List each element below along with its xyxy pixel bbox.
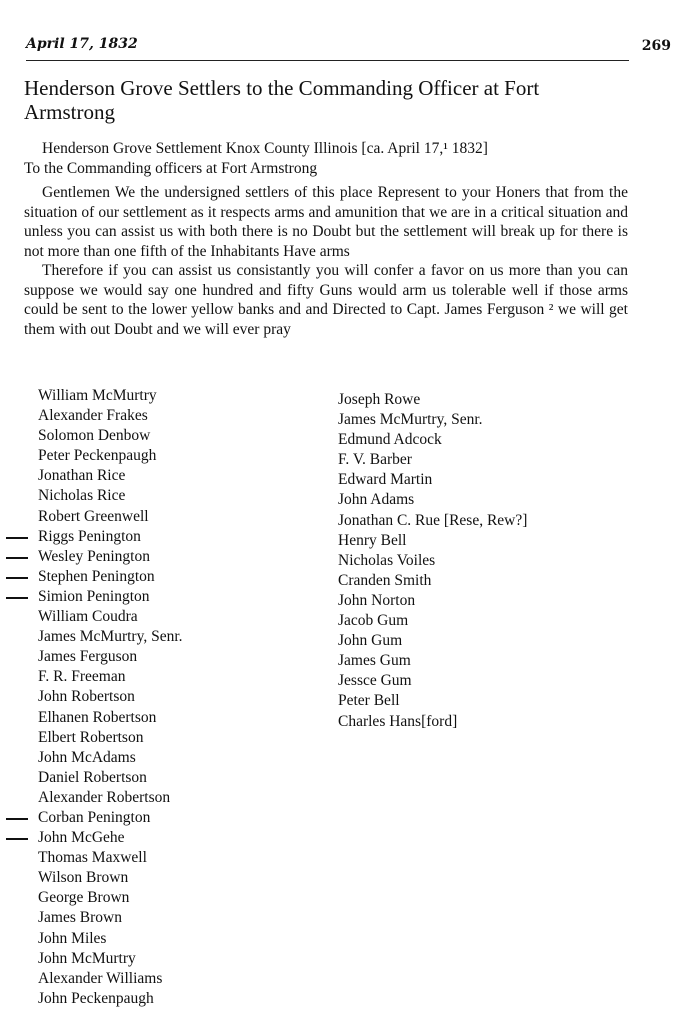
- margin-dash-mark: [6, 597, 28, 599]
- signer-name: Nicholas Voiles: [338, 551, 436, 569]
- signer-name: Solomon Denbow: [38, 427, 151, 445]
- signer-name: Robert Greenwell: [38, 507, 149, 525]
- signer-name: John Miles: [38, 929, 107, 947]
- signer-name: Thomas Maxwell: [38, 849, 147, 867]
- signer-name: Daniel Robertson: [38, 768, 147, 786]
- signer-name: Peter Peckenpaugh: [38, 447, 157, 465]
- signer-name: Alexander Robertson: [38, 788, 171, 806]
- signer-name: John McAdams: [38, 748, 136, 766]
- signer-name: Wilson Brown: [38, 869, 129, 887]
- signer-name: F. R. Freeman: [38, 668, 126, 686]
- signer-name: Edmund Adcock: [338, 431, 442, 449]
- signer-name: Nicholas Rice: [38, 487, 126, 505]
- signer-name: Alexander Williams: [38, 969, 163, 987]
- margin-dash-mark: [6, 537, 28, 539]
- signer-name: John McGehe: [38, 828, 183, 848]
- signer-name: Riggs Penington: [38, 527, 183, 547]
- margin-dash-mark: [6, 577, 28, 579]
- signer-name: John Gum: [338, 632, 403, 650]
- signer-name: Jonathan Rice: [38, 467, 126, 485]
- signer-name: Cranden Smith: [338, 571, 432, 589]
- paragraph: Therefore if you can assist us consistantly you will confer a favor on us more than you can suppose we would say one hundred and fifty Guns would arm us tolerable well if those arms could be sent to the lower yellow banks and and Directed to Capt. James Ferguson ² we will get them with out Doubt and we will ever pray: [24, 262, 628, 338]
- address-line: To the Commanding officers at Fort Armstrong: [24, 159, 318, 177]
- signer-name: James Gum: [338, 652, 411, 670]
- signer-name: Jessce Gum: [338, 672, 412, 690]
- signer-name: William Coudra: [38, 608, 138, 626]
- signer-name: John Robertson: [38, 688, 135, 706]
- signer-name: Simion Penington: [38, 587, 183, 607]
- signer-name: George Brown: [38, 889, 130, 907]
- signer-name: Elhanen Robertson: [38, 708, 157, 726]
- signer-name: Edward Martin: [338, 471, 433, 489]
- letter-body: [24, 183, 628, 339]
- signers-right-column: [338, 390, 527, 732]
- running-header: [26, 34, 671, 61]
- page-number: 269: [641, 38, 671, 54]
- signer-name: Alexander Frakes: [38, 407, 148, 425]
- signers-left-column: [38, 386, 183, 1009]
- signer-name: Joseph Rowe: [338, 391, 421, 408]
- signer-name: John McMurtry: [38, 949, 136, 967]
- margin-dash-mark: [6, 818, 28, 820]
- address-line: Henderson Grove Settlement Knox County Illinois [ca. April 17,¹ 1832]: [42, 140, 488, 157]
- margin-dash-mark: [6, 557, 28, 559]
- signer-name: Wesley Penington: [38, 547, 183, 567]
- signer-name: Stephen Penington: [38, 567, 183, 587]
- signer-name: Jonathan C. Rue [Rese, Rew?]: [338, 511, 528, 529]
- document-title: Henderson Grove Settlers to the Commanding Officer at Fort Armstrong: [24, 76, 540, 124]
- signer-name: F. V. Barber: [338, 451, 412, 469]
- signer-name: James Brown: [38, 909, 122, 927]
- running-title: April 17, 1832: [26, 36, 138, 52]
- signer-name: Elbert Robertson: [38, 728, 144, 746]
- margin-dash-mark: [6, 838, 28, 840]
- signer-name: Charles Hans[ford]: [338, 712, 458, 730]
- address-block: [24, 139, 628, 178]
- signer-name: Peter Bell: [338, 692, 400, 710]
- signer-name: Corban Penington: [38, 808, 183, 828]
- signer-name: William McMurtry: [38, 387, 157, 404]
- signer-name: James McMurtry, Senr.: [338, 411, 483, 429]
- signer-name: John Peckenpaugh: [38, 989, 154, 1007]
- signer-name: John Adams: [338, 491, 415, 509]
- signer-name: Henry Bell: [338, 531, 407, 549]
- paragraph: Gentlemen We the undersigned settlers of this place Represent to your Honers that from the situation of our settlement as it respects arms and amunition that we are in a critical situation and unless you can assist us with both there is no Doubt but the settlement will break up for there is not more than one fifth of the Inhabitants Have arms: [24, 184, 628, 260]
- signer-name: James Ferguson: [38, 648, 138, 666]
- signer-name: John Norton: [338, 591, 416, 609]
- signer-name: James McMurtry, Senr.: [38, 628, 183, 646]
- signer-name: Jacob Gum: [338, 612, 409, 630]
